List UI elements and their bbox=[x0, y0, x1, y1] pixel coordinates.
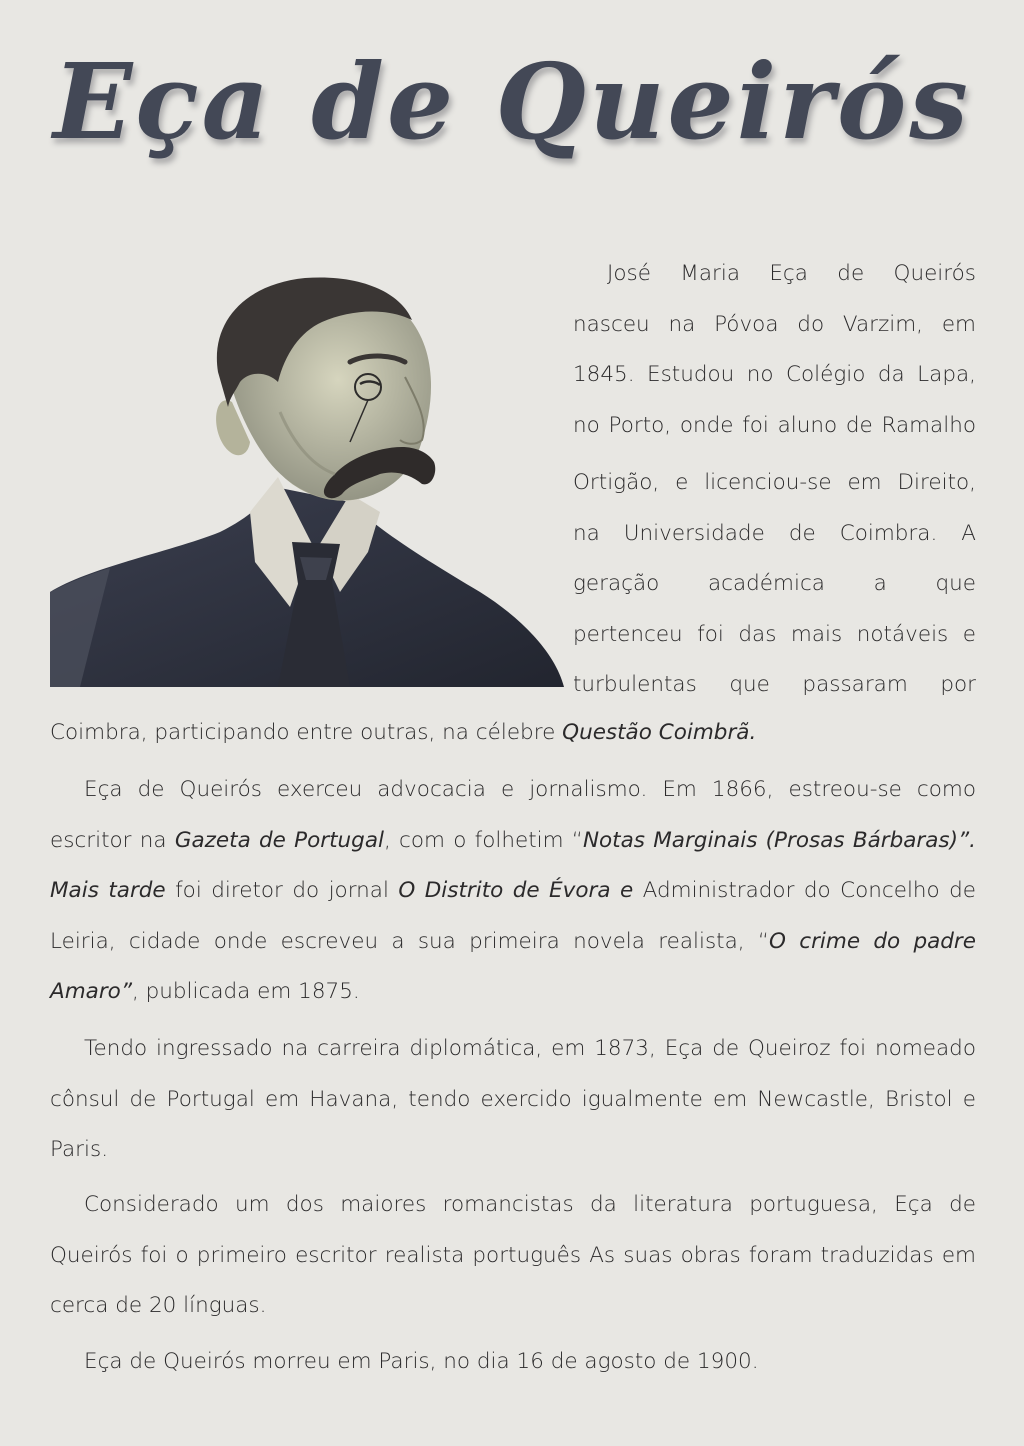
paragraph-2-text: , publicada em 1875. bbox=[131, 979, 360, 1004]
paragraph-1-line: na Universidade de Coimbra. A bbox=[573, 520, 976, 546]
paragraph-3 bbox=[50, 1024, 976, 1176]
questao-coimbra-emphasis: Questão Coimbrã. bbox=[562, 720, 757, 745]
paragraph-1-line: pertenceu foi das mais notáveis e bbox=[573, 621, 976, 647]
crime-do-padre-amaro-emphasis: O crime do padre Amaro” bbox=[50, 928, 977, 1004]
paragraph-1-line-text: José Maria Eça de Queirós bbox=[607, 261, 976, 286]
paragraph-4-text: Considerado um dos maiores romancistas da literatura portuguesa, Eça de Queirós foi o primeiro escritor realista português As suas obras foram traduzidas em cerca de 20 línguas. bbox=[50, 1192, 976, 1318]
paragraph-1-line: Ortigão, e licenciou-se em Direito, bbox=[573, 470, 976, 495]
paragraph-1-line: nasceu na Póvoa do Varzim, em bbox=[573, 311, 976, 337]
paragraph-2-text: Administrador do Concelho de Leiria, cidade onde escreveu a sua primeira novela realista, “ bbox=[50, 878, 977, 954]
paragraph-5-text: Eça de Queirós morreu em Paris, no dia 16 de agosto de 1900. bbox=[84, 1349, 759, 1374]
paragraph-2-text: , com o folhetim “ bbox=[383, 827, 583, 853]
paragraph-1-line: turbulentas que passaram por bbox=[573, 672, 976, 697]
distrito-de-evora-emphasis: O Distrito de Évora e bbox=[398, 878, 634, 903]
paragraph-1-tail-text: Coimbra, participando entre outras, na célebre bbox=[50, 720, 563, 745]
portrait-photo-icon bbox=[50, 262, 564, 687]
gazeta-de-portugal-emphasis: Gazeta de Portugal bbox=[174, 827, 384, 853]
paragraph-3-text: Tendo ingressado na carreira diplomática, em 1873, Eça de Queiroz foi nomeado cônsul de Portugal em Havana, tendo exercido igualmente em Newcastle, Bristol e Paris. bbox=[50, 1036, 976, 1162]
paragraph-1-line: no Porto, onde foi aluno de Ramalho bbox=[573, 412, 976, 438]
portrait-image bbox=[50, 262, 564, 687]
paragraph-1-tail bbox=[50, 708, 980, 759]
paragraph-1-side bbox=[573, 249, 976, 711]
paragraph-4 bbox=[50, 1180, 976, 1332]
paragraph-1-line: geração académica a que bbox=[573, 571, 976, 596]
paragraph-2-text: Eça de Queirós exerceu advocacia e jornalismo. Em 1866, estreou-se como escritor na bbox=[50, 777, 976, 853]
paragraph-2 bbox=[50, 765, 976, 1018]
paragraph-5 bbox=[50, 1337, 976, 1388]
paragraph-1-line: 1845. Estudou no Colégio da Lapa, bbox=[573, 362, 976, 387]
paragraph-1-line bbox=[573, 249, 976, 300]
paragraph-2-text: foi diretor do jornal bbox=[165, 878, 399, 903]
notas-marginais-emphasis: Notas Marginais (Prosas Bárbaras)”. Mais tarde bbox=[50, 827, 976, 903]
page-title: Eça de Queirós bbox=[53, 40, 971, 163]
